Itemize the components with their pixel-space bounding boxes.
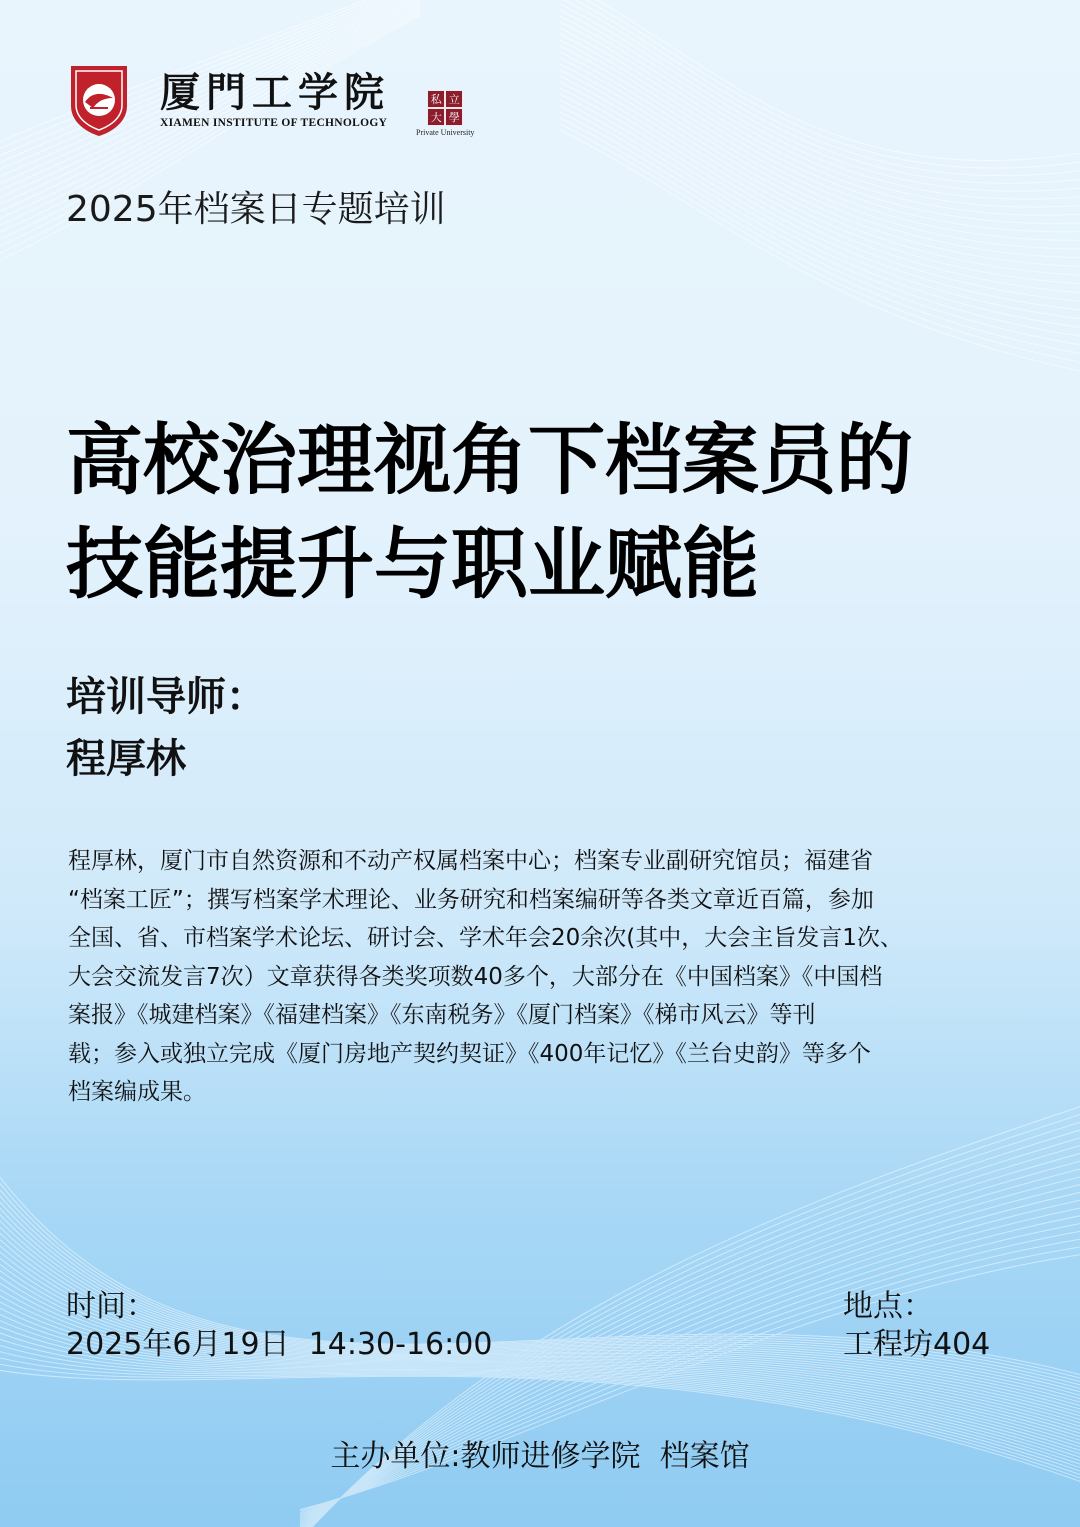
bio-line: 案报》《城建档案》《福建档案》《东南税务》《厦门档案》《梯市风云》等刊 [68,1002,816,1028]
badge-char: 立 [445,90,463,108]
title-line: 高校治理视角下档案员的 [66,417,913,506]
school-seal-icon [66,62,132,138]
place-label: 地点： [843,1289,933,1324]
wave-line [560,10,1080,199]
private-university-badge [416,90,474,137]
trainer-bio [68,842,998,1112]
wave-line [560,88,1080,312]
bio-line: “档案工匠”；撰写档案学术理论、业务研究和档案编研等各类文章近百篇，参加 [68,886,874,913]
place-value: 工程坊404 [843,1327,991,1362]
wave-line [560,22,1080,215]
wave-line [560,58,1080,267]
bio-line: 大会交流发言7次）文章获得各类奖项数40多个，大部分在《中国档案》《中国档 [68,963,883,990]
private-badge-seal [427,90,463,126]
badge-char: 大 [427,108,445,126]
private-university-label: Private University [416,127,475,137]
organizer: 主办单位:教师进修学院 档案馆 [330,1439,750,1474]
time-label: 时间： [66,1289,156,1324]
title-line: 技能提升与职业赋能 [66,521,759,610]
trainer-name: 程厚林 [66,736,186,782]
school-name-block [160,71,390,129]
wave-line [560,40,1080,240]
bio-line: 档案编成果。 [68,1079,206,1105]
event-title [66,410,1056,618]
wave-line [560,100,1080,330]
wave-line [560,0,1080,161]
school-name-chinese: 厦門工学院 [160,69,390,116]
wave-line [560,16,1080,207]
bio-line: 全国、省、市档案学术论坛、研讨会、学术年会20余次(其中，大会主旨发言1次、 [68,925,903,951]
badge-char: 私 [427,90,445,108]
time-block [66,1288,492,1364]
badge-char: 學 [445,108,463,126]
school-name-english: XIAMEN INSTITUTE OF TECHNOLOGY [160,117,388,129]
event-series-subtitle: 2025年档案日专题培训 [66,189,446,230]
place-block [843,1288,990,1364]
trainer-label: 培训导师： [66,674,266,720]
wave-line [560,4,1080,191]
bio-line: 载；参入或独立完成《厦门房地产契约契证》《400年记忆》《兰台史韵》等多个 [68,1040,871,1067]
logo-row [66,60,474,140]
wave-line [560,82,1080,303]
bio-line: 程厚林，厦门市自然资源和不动产权属档案中心；档案专业副研究馆员；福建省 [68,848,873,874]
time-value: 2025年6月19日 14:30-16:00 [66,1327,493,1362]
wave-line [560,76,1080,294]
